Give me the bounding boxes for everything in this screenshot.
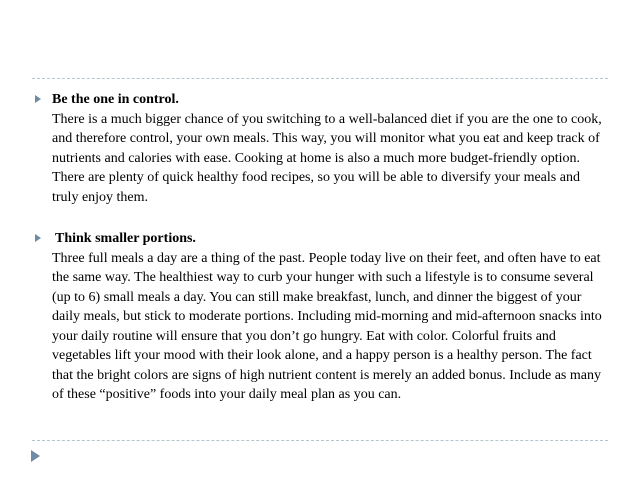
list-item <box>32 229 602 405</box>
list-item <box>32 90 602 207</box>
triangle-bullet-icon <box>35 95 41 103</box>
triangle-bullet-icon <box>35 234 41 242</box>
item-heading: Think smaller portions. <box>55 231 196 246</box>
next-slide-arrow-icon[interactable] <box>31 450 40 462</box>
item-body: There is a much bigger chance of you switching to a well-balanced diet if you are the one to cook, and therefore control, your own meals. This way, you will monitor what you eat and keep track of nutrients and calories with ease. Cooking at home is also a much more budget-friendly option. There are plenty of quick healthy food recipes, so you will be able to diversify your meals and truly enjoy them. <box>52 111 602 205</box>
item-body: Three full meals a day are a thing of the past. People today live on their feet, and often have to eat the same way. The healthiest way to curb your hunger with such a lifestyle is to consume several (up to 6) small meals a day. You can still make breakfast, lunch, and dinner the biggest of your daily meals, but stick to moderate portions. Including mid-morning and mid-afternoon snacks into your daily routine will ensure that you don’t go hungry. Eat with color. Colorful fruits and vegetables lift your mood with their look alone, and a happy person is a healthy person. The fact that the bright colors are signs of high nutrient content is merely an added bonus. Include as many of these “positive” foods into your daily meal plan as you can. <box>52 250 602 402</box>
top-divider <box>32 78 608 79</box>
bottom-divider <box>32 440 608 441</box>
slide-content <box>32 90 602 405</box>
item-heading: Be the one in control. <box>52 92 179 107</box>
